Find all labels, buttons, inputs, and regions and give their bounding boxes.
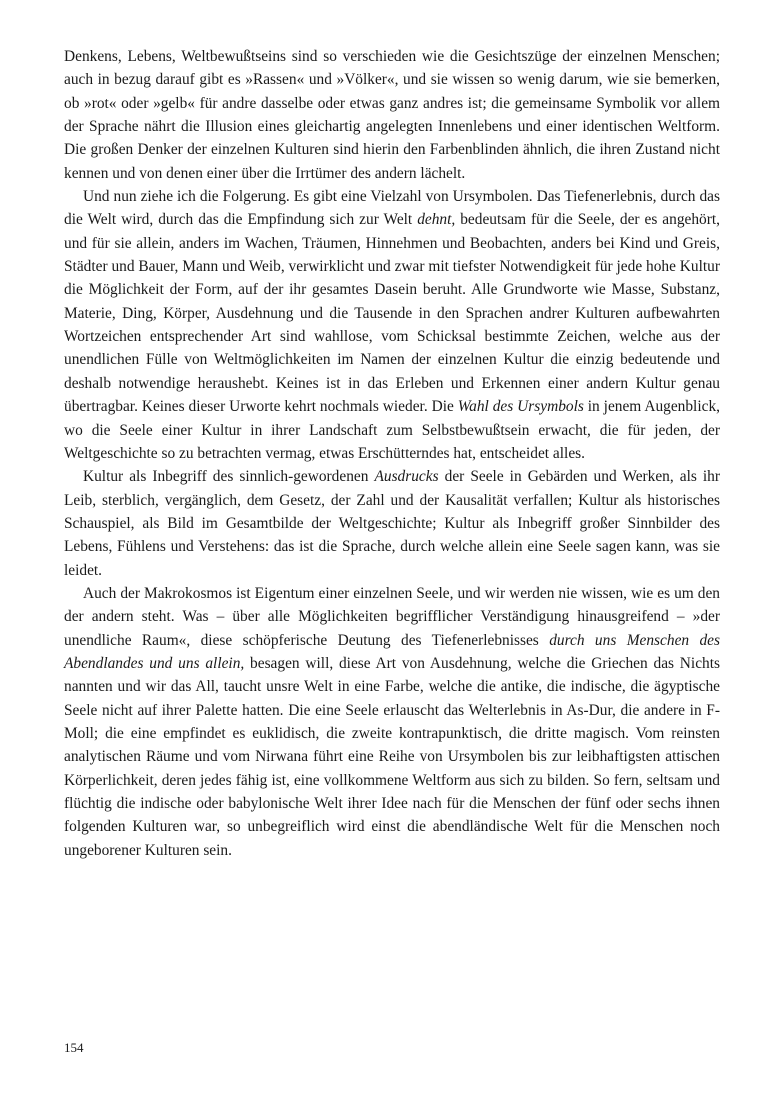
emphasis-dehnt: dehnt, [417, 211, 456, 229]
paragraph-4 [64, 582, 720, 862]
paragraph-2-text-b: bedeutsam für die Seele, der es angehört, und für sie allein, anders im Wachen, Träumen, Hinnehmen und Beobachten, anders bei Kind und Greis, Städter und Bauer, Mann und Weib, verwirklicht und zwar mit tiefster Notwendigkeit für jede hohe Kultur die Möglichkeit der Form, auf der ihr gesamtes Dasein beruht. Alle Grundworte wie Masse, Substanz, Materie, Ding, Körper, Ausdehnung und die Tausende in den Sprachen andrer Kulturen aufbewahrten Wortzeichen entsprechender Art sind wahllose, vom Schicksal bestimmte Zeichen, welche aus der unendlichen Fülle von Weltmöglichkeiten im Namen der einzelnen Kultur die einzig bedeutende und deshalb notwendige heraushebt. Keines ist in das Erleben und Erkennen einer andern Kultur genau übertragbar. Keines dieser Urworte kehrt nochmals wieder. Die [64, 211, 721, 416]
page-number: 154 [64, 1040, 84, 1055]
emphasis-ausdrucks: Ausdrucks [374, 468, 439, 486]
paragraph-2 [64, 185, 720, 465]
paragraph-2-text-c: in jenem Augenblick, wo die Seele einer Kultur in ihrer Landschaft zum Selbstbewußtsein erwacht, die für jeden, der Weltgeschichte so zu betrachten vermag, etwas Erschütterndes hat, entscheidet alles. [64, 398, 720, 462]
paragraph-3 [64, 465, 720, 582]
paragraph-4-text-b: besagen will, diese Art von Ausdehnung, welche die Griechen das Nichts nannten und wir das All, taucht unsre Welt in eine Farbe, welche die antike, die indische, die ägyptische Seele nicht auf ihrer Palette hatten. Die eine Seele erlauscht das Welterlebnis in As-Dur, die andere in F-Moll; die eine empfindet es euklidisch, die zweite kontrapunktisch, die dritte magisch. Vom reinsten analytischen Räume und vom Nirwana führt eine Reihe von Ursymbolen bis zur leibhaftigsten attischen Körperlichkeit, deren jedes fähig ist, eine vollkommene Weltform aus sich zu bilden. So fern, seltsam und flüchtig die indische oder babylonische Welt ihrer Idee nach für die Menschen der fünf oder sechs ihnen folgenden Kulturen war, so unbegreiflich wird einst die abendländische Welt für die Menschen noch ungeborener Kulturen sein. [64, 654, 720, 859]
page-body [64, 45, 720, 862]
paragraph-1 [64, 45, 720, 185]
paragraph-4-text-a: Auch der Makrokosmos ist Eigentum einer einzelnen Seele, und wir werden nie wissen, wie es um den der andern steht. Was – über alle Möglichkeiten begrifflicher Verständigung hinausgreifend – »der unendliche Raum«, diese schöpferische Deutung des Tiefenerlebnisses [64, 584, 720, 649]
paragraph-3-text-a: Kultur als Inbegriff des sinnlich-gewordenen [83, 468, 375, 486]
paragraph-3-text-b: der Seele in Gebärden und Werken, als ihr Leib, sterblich, vergänglich, dem Gesetz, der Zahl und der Kausalität verfallen; Kultur als historisches Schauspiel, als Bild im Gesamtbilde der Weltgeschichte; Kultur als Inbegriff großer Sinnbilder des Lebens, Fühlens und Verstehens: das ist die Sprache, durch welche allein eine Seele sagen kann, was sie leidet. [64, 468, 720, 579]
paragraph-1-text: Denkens, Lebens, Weltbewußtseins sind so verschieden wie die Gesichtszüge der einzelnen Menschen; auch in bezug darauf gibt es »Rassen« und »Völker«, und sie wissen so wenig darum, wie sie bemerken, ob »rot« oder »gelb« für andre dasselbe oder etwas ganz andres ist; die gemeinsame Symbolik vor allem der Sprache nährt die Illusion eines gleichartig angelegten Innenlebens und einer identischen Weltform. Die großen Denker der einzelnen Kulturen sind hierin den Farbenblinden ähnlich, die ihren Zustand nicht kennen und von denen einer über die Irrtümer des andern lächelt. [64, 48, 720, 182]
emphasis-durch-uns-menschen: durch uns Menschen des Abendlandes und uns allein, [64, 631, 720, 672]
paragraph-2-text-a: Und nun ziehe ich die Folgerung. Es gibt eine Vielzahl von Ursymbolen. Das Tiefenerlebnis, durch das die Welt wird, durch das die Empfindung sich zur Welt [64, 188, 720, 229]
emphasis-wahl-des-ursymbols: Wahl des Ursymbols [457, 398, 584, 416]
